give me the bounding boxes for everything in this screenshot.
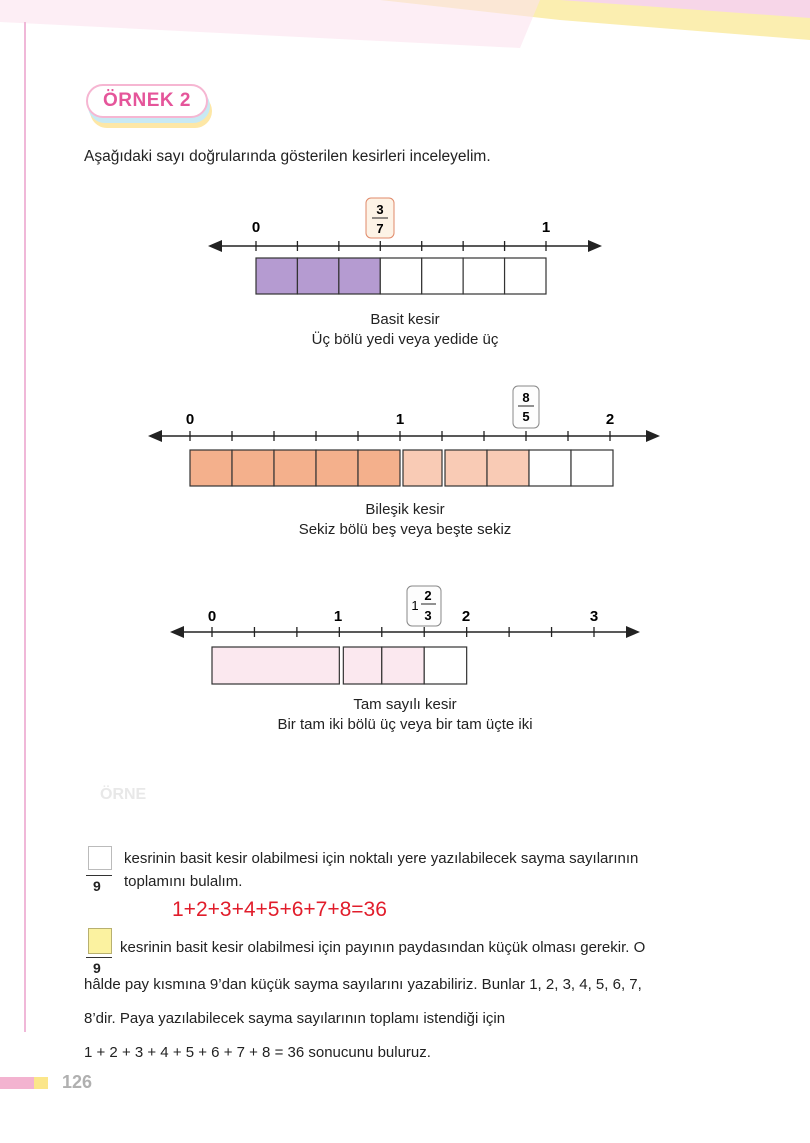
solution-numerator-box — [88, 928, 112, 954]
line3-label-3: 3 — [589, 608, 599, 625]
faded-heading: ÖRNE — [100, 786, 147, 803]
line2-marker-numerator: 8 — [522, 390, 530, 405]
line1-caption-text: Üç bölü yedi veya yedide üç — [311, 331, 499, 348]
page-number: 126 — [62, 1072, 93, 1092]
line3-caption-title: Tam sayılı kesir — [353, 696, 457, 713]
bar1-cell — [339, 258, 380, 294]
bar1-cell — [505, 258, 546, 294]
line1-label-1: 1 — [541, 219, 551, 236]
line1-caption — [255, 310, 555, 350]
line3-caption-text: Bir tam iki bölü üç veya bir tam üçte iki — [277, 716, 533, 733]
bar1-cell — [463, 258, 504, 294]
solution-denominator: 9 — [93, 960, 101, 976]
solution-fraction-bar — [86, 957, 112, 958]
question-text — [124, 847, 726, 893]
bar2-cell — [316, 450, 358, 486]
bar3-cell — [382, 647, 424, 684]
bar2-cell — [571, 450, 613, 486]
footer-bar-yellow — [34, 1077, 48, 1089]
bar3-cell — [212, 647, 339, 684]
line2-label-0: 0 — [185, 411, 195, 428]
line3-marker-numerator: 2 — [424, 588, 432, 603]
bar1-cell — [256, 258, 297, 294]
bar1-cell — [380, 258, 421, 294]
question-line-1: kesrinin basit kesir olabilmesi için noktalı yere yazılabilecek sayma sayılarının — [124, 850, 639, 867]
bar2-cell — [487, 450, 529, 486]
line2-caption — [205, 500, 605, 540]
line3-label-2: 2 — [461, 608, 471, 625]
line3-label-0: 0 — [207, 608, 217, 625]
bar2-cell — [190, 450, 232, 486]
solution-line-3: 8’dir. Paya yazılabilecek sayma sayılarının toplamı istendiği için — [84, 1010, 506, 1027]
line2-label-1: 1 — [395, 411, 405, 428]
line2-caption-title: Bileşik kesir — [365, 501, 445, 518]
question-denominator: 9 — [93, 878, 101, 894]
bar2-cell — [232, 450, 274, 486]
solution-line-1: kesrinin basit kesir olabilmesi için payının paydasından küçük olması gerekir. O — [120, 939, 646, 956]
bar2-cell — [403, 450, 442, 486]
line1-marker-denominator: 7 — [376, 221, 384, 236]
bar1-cell — [297, 258, 338, 294]
bar3-cell — [343, 647, 381, 684]
intro-text: Aşağıdaki sayı doğrularında gösterilen kesirleri inceleyelim. — [84, 148, 491, 165]
bar2-cell — [445, 450, 487, 486]
line3-caption — [205, 695, 605, 735]
bar2-cell — [529, 450, 571, 486]
number-line-1 — [208, 198, 602, 294]
question-line-2: toplamını bulalım. — [124, 873, 243, 890]
line2-marker-denominator: 5 — [522, 409, 530, 424]
line2-caption-text: Sekiz bölü beş veya beşte sekiz — [298, 521, 512, 538]
line3-label-1: 1 — [333, 608, 343, 625]
bar2-cell — [274, 450, 316, 486]
line1-marker-numerator: 3 — [376, 202, 384, 217]
line3-marker-denominator: 3 — [424, 608, 432, 623]
handwritten-answer: 1+2+3+4+5+6+7+8=36 — [172, 898, 387, 921]
line3-marker-whole: 1 — [411, 598, 419, 613]
line1-caption-title: Basit kesir — [370, 311, 440, 328]
line2-label-2: 2 — [605, 411, 615, 428]
line1-label-0: 0 — [251, 219, 261, 236]
bar1-cell — [422, 258, 463, 294]
example-badge-text: ÖRNEK 2 — [103, 90, 191, 111]
bar3-cell — [424, 647, 466, 684]
number-line-2 — [148, 386, 660, 486]
number-line-3 — [170, 586, 640, 684]
question-fraction-bar — [86, 875, 112, 876]
footer-bar-pink — [0, 1077, 34, 1089]
solution-line-4: 1 + 2 + 3 + 4 + 5 + 6 + 7 + 8 = 36 sonucunu buluruz. — [84, 1044, 431, 1061]
question-numerator-blank — [88, 846, 112, 870]
solution-line-2: hâlde pay kısmına 9’dan küçük sayma sayılarını yazabiliriz. Bunlar 1, 2, 3, 4, 5, 6, 7, — [84, 976, 642, 993]
bar2-cell — [358, 450, 400, 486]
